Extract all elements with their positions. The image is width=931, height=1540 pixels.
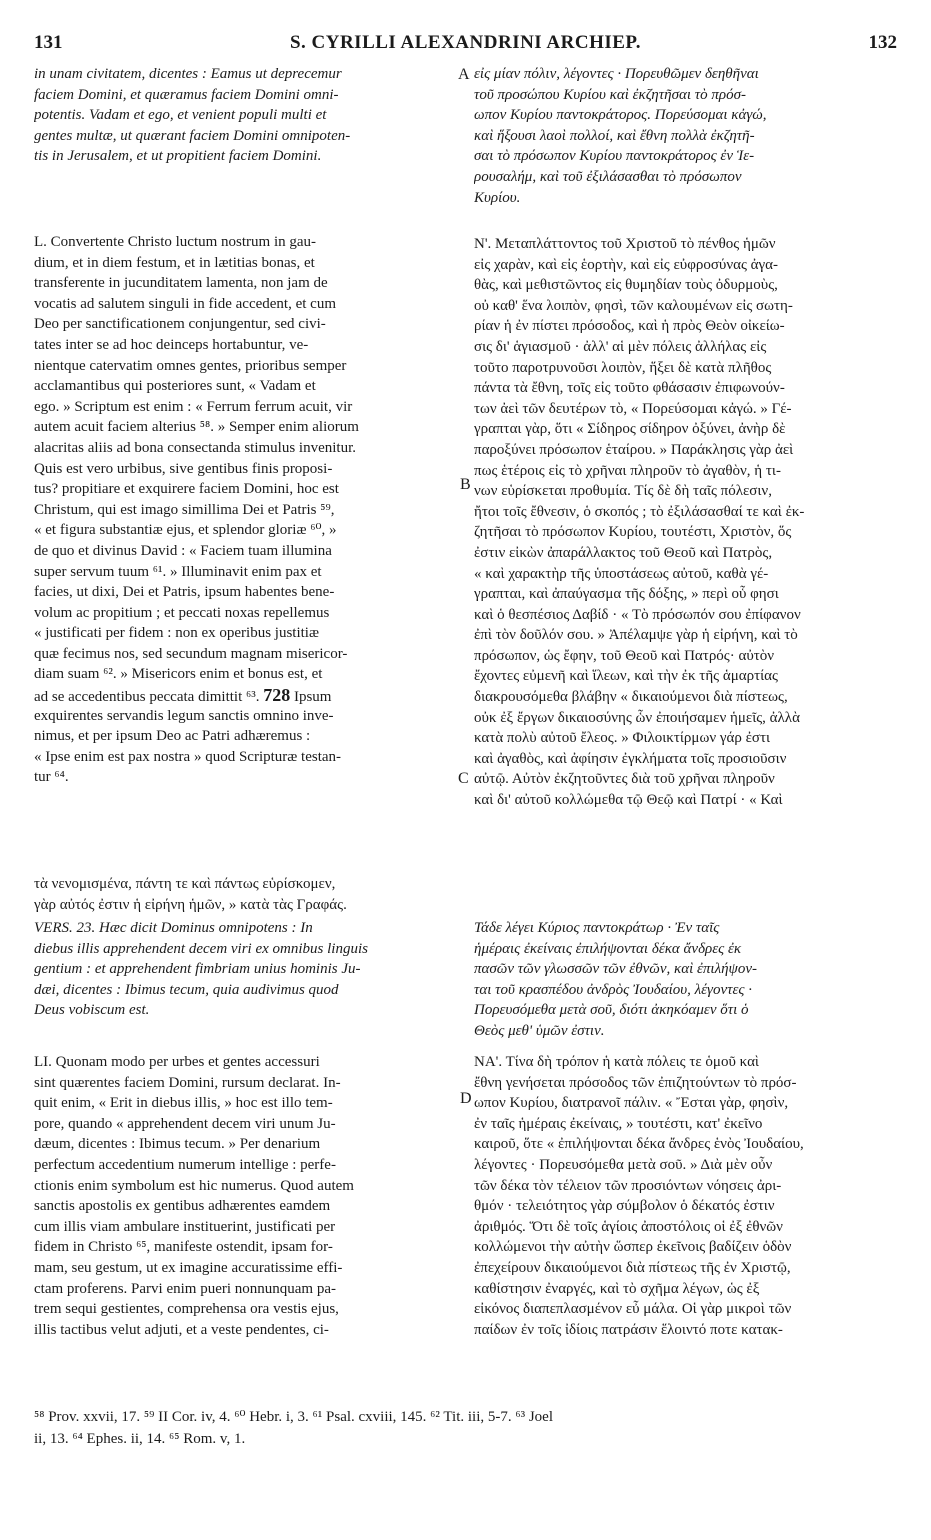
text-line: potentis. Vadam et ego, et venient populi multi et <box>34 107 327 124</box>
text-line: εἰς μίαν πόλιν, λέγοντες · Πορευθῶμεν δεηθῆναι <box>474 66 759 82</box>
text-line: κολλώμενοι τὴν αὐτὴν ὥσπερ ἐκεῖνοις βαδίζειν ὁδὸν <box>474 1239 792 1256</box>
text-line: εἰκόνος διαπεπλασμένον εὖ μάλα. Οἱ γὰρ μικροὶ τῶν <box>474 1301 792 1318</box>
margin-marker-c: C <box>458 770 469 787</box>
text-line: εἰς χαρὰν, καὶ εἰς ἑορτὴν, καὶ εἰς εὐφροσύνας ἀγα- <box>474 256 779 273</box>
text-line: λέγοντες · Πορευσόμεθα μετὰ σοῦ. » Διὰ μὲν οὖν <box>474 1156 773 1173</box>
left-latin-scripture <box>34 64 454 167</box>
left-latin-paragraph-L <box>34 232 454 788</box>
greek-spillover <box>34 874 464 915</box>
text-line: LI. Quonam modo per urbes et gentes accessuri <box>34 1054 320 1070</box>
text-line: Christum, qui est imago simillima Dei et Patris ⁵⁹, <box>34 501 335 518</box>
text-line: ΝΑ'. Τίνα δὴ τρόπον ἡ κατὰ πόλεις τε ὁμοῦ καὶ <box>474 1054 759 1070</box>
text-line: facies, ut dixi, Dei et Patris, ipsum habentes bene- <box>34 584 335 601</box>
text-line: πάντα τὰ ἔθνη, τοῖς εἰς τοῦτο φθάσασιν ἐπιφωνούν- <box>474 380 785 397</box>
text-line: gentium : et apprehendent fimbriam unius hominis Ju- <box>34 961 361 978</box>
text-line: acclamantibus qui posteriores sunt, « Vadam et <box>34 378 316 395</box>
text-line-with-column-number <box>34 685 454 706</box>
text-line: dæum, dicentes : Ibimus tecum. » Per denarium <box>34 1136 321 1153</box>
text-line: trem sequi gestientes, comprehensa ora vestis ejus, <box>34 1301 339 1318</box>
text-line: VERS. 23. Hæc dicit Dominus omnipotens : In <box>34 920 313 936</box>
text-line: των ἀεὶ τῶν δευτέρων τὸ, « Πορεύσομαι κἀγώ. » Γέ- <box>474 400 792 417</box>
text-line: sanctis apostolis ex gentibus adhærentes eamdem <box>34 1198 331 1215</box>
margin-marker-d: D <box>460 1090 472 1107</box>
text-line: quit enim, « Erit in diebus illis, » hoc est illo tem- <box>34 1095 333 1112</box>
right-greek-verse <box>474 918 898 1042</box>
text-line: τοῦτο παροτρυνοῦσι λοιπὸν, ἥξει δὲ κατὰ πλῆθος <box>474 359 772 376</box>
text-line: pore, quando « apprehendent decem viri unum Ju- <box>34 1115 336 1132</box>
text-line: πασῶν τῶν γλωσσῶν τῶν ἐθνῶν, καὶ ἐπιλήψον- <box>474 961 757 978</box>
text-line: mam, seu gestum, ut ex imagine accuratissime effi- <box>34 1259 343 1276</box>
text-line: σις δι' ἁγιασμοῦ · ἀλλ' αἱ μὲν πόλεις ἀλλήλας εἰς <box>474 338 767 355</box>
text-line: νων εὑρίσκεται προθυμία. Τίς δὲ δὴ ταῖς πόλεσιν, <box>474 483 772 500</box>
text-line: ρίαν ἡ ἐν πίστει πρόσοδος, καὶ ἡ πρὸς Θεὸν οἰκείω- <box>474 318 785 335</box>
text-line: παροξύνει πρόσωπον ἑταίρου. » Παράκλησις γὰρ ἀεὶ <box>474 441 794 458</box>
text-line: ται τοῦ κρασπέδου ἀνδρὸς Ἰουδαίου, λέγοντες · <box>474 981 752 998</box>
text-line: dium, et in diem festum, et in lætitias bonas, et <box>34 254 315 271</box>
text-line: ἔθνη γενήσεται πρόσοδος τῶν ἐπιζητούντων τὸ πρόσ- <box>474 1074 797 1091</box>
text-line: σαι τὸ πρόσωπον Κυρίου παντοκράτορος ἐν Ἱε- <box>474 148 755 165</box>
text-line: ἐστιν εἰκὼν ἀπαράλλακτος τοῦ Θεοῦ καὶ Πατρὸς, <box>474 544 773 561</box>
text-line: γὰρ αὐτός ἐστιν ἡ εἰρήνη ἡμῶν, » κατὰ τὰς Γραφάς. <box>34 896 347 913</box>
column-number: 728 <box>263 685 291 706</box>
text-line: « et figura substantiæ ejus, et splendor gloriæ ⁶⁰, » <box>34 522 337 539</box>
text-line: quæ fecimus nos, sed secundum magnam misericor- <box>34 645 348 662</box>
text-line: Deo per sanctificationem conjungentur, sed civi- <box>34 316 326 333</box>
text-line: tis in Jerusalem, et ut propitient faciem Domini. <box>34 148 322 165</box>
text-line: καὶ ἀγαθὸς, καὶ ἀφίησιν ἐγκλήματα τοῖς προσιοῦσιν <box>474 750 787 767</box>
footnotes <box>34 1406 897 1450</box>
text-line: παίδων ἐν τοῖς ἰδίοις πατράσιν ἕλοιντό ποτε κατακ- <box>474 1321 783 1338</box>
left-latin-paragraph-LI <box>34 1052 454 1340</box>
right-greek-scripture <box>474 64 898 208</box>
text-line: fidem in Christo ⁶⁵, manifeste ostendit, ipsam for- <box>34 1239 333 1256</box>
text-line: γραπται γὰρ, ὅτι « Σίδηρος σίδηρον ὀξύνει, ἀνὴρ δὲ <box>474 421 786 438</box>
text-line: Τάδε λέγει Κύριος παντοκράτωρ · Ἐν ταῖς <box>474 920 720 936</box>
text-line: ego. » Scriptum est enim : « Ferrum ferrum acuit, vir <box>34 398 353 415</box>
text-line: γραπται, καὶ ἀπαύγασμα τῆς δόξης, » περὶ οὗ φησι <box>474 586 779 603</box>
text-line: ζητῆσαι τὸ πρόσωπον Κυρίου, τουτέστι, Χριστὸν, ὅς <box>474 524 792 541</box>
text-line: exquirentes servandis legum sanctis omnino inve- <box>34 707 334 724</box>
text-fragment: ad se accedentibus peccata dimittit ⁶³. <box>34 689 260 706</box>
text-line: ἐπεχείρουν δικαιούμενοι διὰ πίστεως τῆς ἐν Χριστῷ, <box>474 1259 791 1276</box>
text-line: illis tactibus velut adjuti, et a veste pendentes, ci- <box>34 1321 329 1338</box>
text-line: Πορευσόμεθα μετὰ σοῦ, διότι ἀκηκόαμεν ὅτι ὁ <box>474 1002 749 1019</box>
text-line: πως ἑτέροις εἰς τὸ χρῆναι πληροῦν τὸ ἀγαθὸν, ἡ τι- <box>474 462 781 479</box>
text-line: Deus vobiscum est. <box>34 1002 150 1019</box>
text-line: οὐκ ἐξ ἔργων δικαιοσύνης ὧν ἐποιήσαμεν ἡμεῖς, ἀλλὰ <box>474 709 800 726</box>
text-line: « Ipse enim est pax nostra » quod Scripturæ testan- <box>34 748 342 765</box>
margin-marker-a: A <box>458 66 470 83</box>
footnote-line: ⁵⁸ Prov. xxvii, 17. ⁵⁹ II Cor. iv, 4. ⁶⁰ Hebr. i, 3. ⁶¹ Psal. cxviii, 145. ⁶² Tit. iii, 5-7. ⁶³ Joel <box>34 1409 553 1425</box>
text-line: sint quærentes faciem Domini, rursum declarat. In- <box>34 1074 341 1091</box>
margin-marker-b: B <box>460 476 471 493</box>
text-line: autem acuit faciem alterius ⁵⁸. » Semper enim aliorum <box>34 419 359 436</box>
text-line: tur ⁶⁴. <box>34 769 69 786</box>
running-header <box>34 32 897 56</box>
text-line: gentes multæ, ut quærant faciem Domini omnipoten- <box>34 127 351 144</box>
text-line: tates inter se ad hoc deinceps hortabuntur, ve- <box>34 336 309 353</box>
text-line: « justificati per fidem : non ex operibus justitiæ <box>34 625 319 642</box>
text-line: Θεὸς μεθ' ὑμῶν ἐστιν. <box>474 1022 605 1039</box>
text-line: ctionis enim symbolum est hic numerus. Quod autem <box>34 1177 354 1194</box>
text-line: ωπον Κυρίου παντοκράτορος. Πορεύσομαι κἀγώ, <box>474 107 767 124</box>
text-line: Κυρίου. <box>474 189 521 206</box>
right-greek-paragraph-NA <box>474 1052 898 1340</box>
text-line: Ν'. Μεταπλάττοντος τοῦ Χριστοῦ τὸ πένθος ἡμῶν <box>474 236 776 252</box>
text-line: perfectum accedentium numerum intellige : perfe- <box>34 1156 336 1173</box>
left-latin-verse-23 <box>34 918 454 1021</box>
text-line: cum illis viam ambulare instituerint, justificati per <box>34 1218 336 1235</box>
text-line: τὰ νενομισμένα, πάντη τε καὶ πάντως εὑρίσκομεν, <box>34 876 336 892</box>
text-line: diebus illis apprehendent decem viri ex omnibus linguis <box>34 940 368 957</box>
text-line: tus? propitiare et exquirere faciem Domini, hoc est <box>34 481 339 498</box>
text-line: πρόσωπον, ὡς ἔφην, τοῦ Θεοῦ καὶ Πατρός· αὐτὸν <box>474 647 775 664</box>
text-line: καθίστησιν ἐναργές, καὶ τὸ σχῆμα λέγων, ὡς ἐξ <box>474 1280 760 1297</box>
text-line: ἐν ταῖς ἡμέραις ἐκείναις, » τουτέστι, κατ' ἐκεῖνο <box>474 1115 763 1132</box>
text-line: καιροῦ, ὅτε « ἐπιλήψονται δέκα ἄνδρες ἑνὸς Ἰουδαίου, <box>474 1136 804 1153</box>
text-line: ἐπὶ τὸν δοῦλόν σου. » Ἀπέλαμψε γὰρ ἡ εἰρήνη, καὶ τὸ <box>474 627 798 644</box>
text-line: καὶ ὁ θεσπέσιος Δαβίδ · « Τὸ πρόσωπόν σου ἐπίφανον <box>474 606 801 623</box>
text-line: ἡμέραις ἐκείναις ἐπιλήψονται δέκα ἄνδρες ἐκ <box>474 940 742 957</box>
page-number-left: 131 <box>34 32 63 53</box>
text-line: super servum tuum ⁶¹. » Illuminavit enim pax et <box>34 563 322 580</box>
text-line: de quo et divinus David : « Faciem tuam illumina <box>34 542 332 559</box>
text-line: volum ac propitium ; et peccati noxas repellemus <box>34 604 330 621</box>
text-fragment: Ipsum <box>293 689 332 706</box>
text-line: faciem Domini, et quæramus faciem Domini omni- <box>34 86 339 103</box>
text-line: alacritas aliis ad bona consectanda stimulus invenitur. <box>34 439 356 456</box>
page-number-right: 132 <box>868 32 897 53</box>
text-line: διακρουσόμεθα βλάβην « δικαιούμενοι διὰ πίστεως, <box>474 689 788 706</box>
text-line: ἤτοι τοῖς ἔθνεσιν, ὁ σκοπός ; τὸ ἐξιλάσασθαί τε καὶ ἐκ- <box>474 503 805 520</box>
text-line: ἔχοντες εὐμενῆ καὶ ἵλεων, καὶ τὴν ἐκ τῆς ἁμαρτίας <box>474 668 778 685</box>
text-line: Quis est vero urbibus, sive gentibus finis proposi- <box>34 460 333 477</box>
text-line: τῶν δέκα τὸν τέλειον τῶν προσιόντων νόησεις ἀρι- <box>474 1177 782 1194</box>
text-line: οὐ καθ' ἕνα λοιπὸν, φησὶ, τῶν καλουμένων εἰς σωτη- <box>474 297 793 314</box>
text-line: θμόν · τελειότητος γὰρ σύμβολον ὁ δέκατός ἐστιν <box>474 1198 775 1215</box>
text-line: θὰς, καὶ μεθιστῶντος εἰς θυμηδίαν τοὺς ὀδυρμοὺς, <box>474 277 778 294</box>
text-line: L. Convertente Christo luctum nostrum in gau- <box>34 234 317 250</box>
text-line: ωπον Κυρίου, διατρανοῖ πάλιν. « Ἔσται γὰρ, φησὶν, <box>474 1095 789 1112</box>
text-line: καὶ ἥξουσι λαοὶ πολλοί, καὶ ἔθνη πολλὰ ἐκζητῆ- <box>474 127 755 144</box>
text-line: dæi, dicentes : Ibimus tecum, quia audivimus quod <box>34 981 339 998</box>
text-line: in unam civitatem, dicentes : Eamus ut deprecemur <box>34 66 342 82</box>
text-line: κατὰ πολὺ αὐτοῦ ἔλεος. » Φιλοικτίρμων γάρ ἐστι <box>474 730 771 747</box>
text-line: transferente in jucunditatem lamenta, non jam de <box>34 275 328 292</box>
text-line: αὐτῷ. Αὐτὸν ἐκζητοῦντες διὰ τοῦ χρῆναι πληροῦν <box>474 771 775 788</box>
running-title: S. CYRILLI ALEXANDRINI ARCHIEP. <box>289 32 642 53</box>
text-line: nientque catervatim omnes gentes, prioribus semper <box>34 357 347 374</box>
text-line: ρουσαλήμ, καὶ τοῦ ἐξιλάσασθαι τὸ πρόσωπον <box>474 168 742 185</box>
right-greek-paragraph-N <box>474 234 898 811</box>
text-line: nimus, et per ipsum Deo ac Patri adhæremus : <box>34 728 311 745</box>
text-line: ctam proferens. Parvi enim pueri nonnunquam pa- <box>34 1280 336 1297</box>
text-line: « καὶ χαρακτὴρ τῆς ὑποστάσεως αὐτοῦ, καθὰ γέ- <box>474 565 769 582</box>
text-line: vocatis ad salutem singuli in fide accedent, et cum <box>34 295 336 312</box>
text-line: τοῦ προσώπου Κυρίου καὶ ἐκζητῆσαι τὸ πρόσ- <box>474 86 746 103</box>
footnote-line: ii, 13. ⁶⁴ Ephes. ii, 14. ⁶⁵ Rom. v, 1. <box>34 1431 246 1447</box>
text-line: ἀριθμός. Ὅτι δὲ τοῖς ἁγίοις ἀποστόλοις οἱ ἐξ ἐθνῶν <box>474 1218 783 1235</box>
text-line: καὶ δι' αὐτοῦ κολλώμεθα τῷ Θεῷ καὶ Πατρί · « Καὶ <box>474 792 783 809</box>
text-line: diam suam ⁶². » Misericors enim et bonus est, et <box>34 666 323 683</box>
